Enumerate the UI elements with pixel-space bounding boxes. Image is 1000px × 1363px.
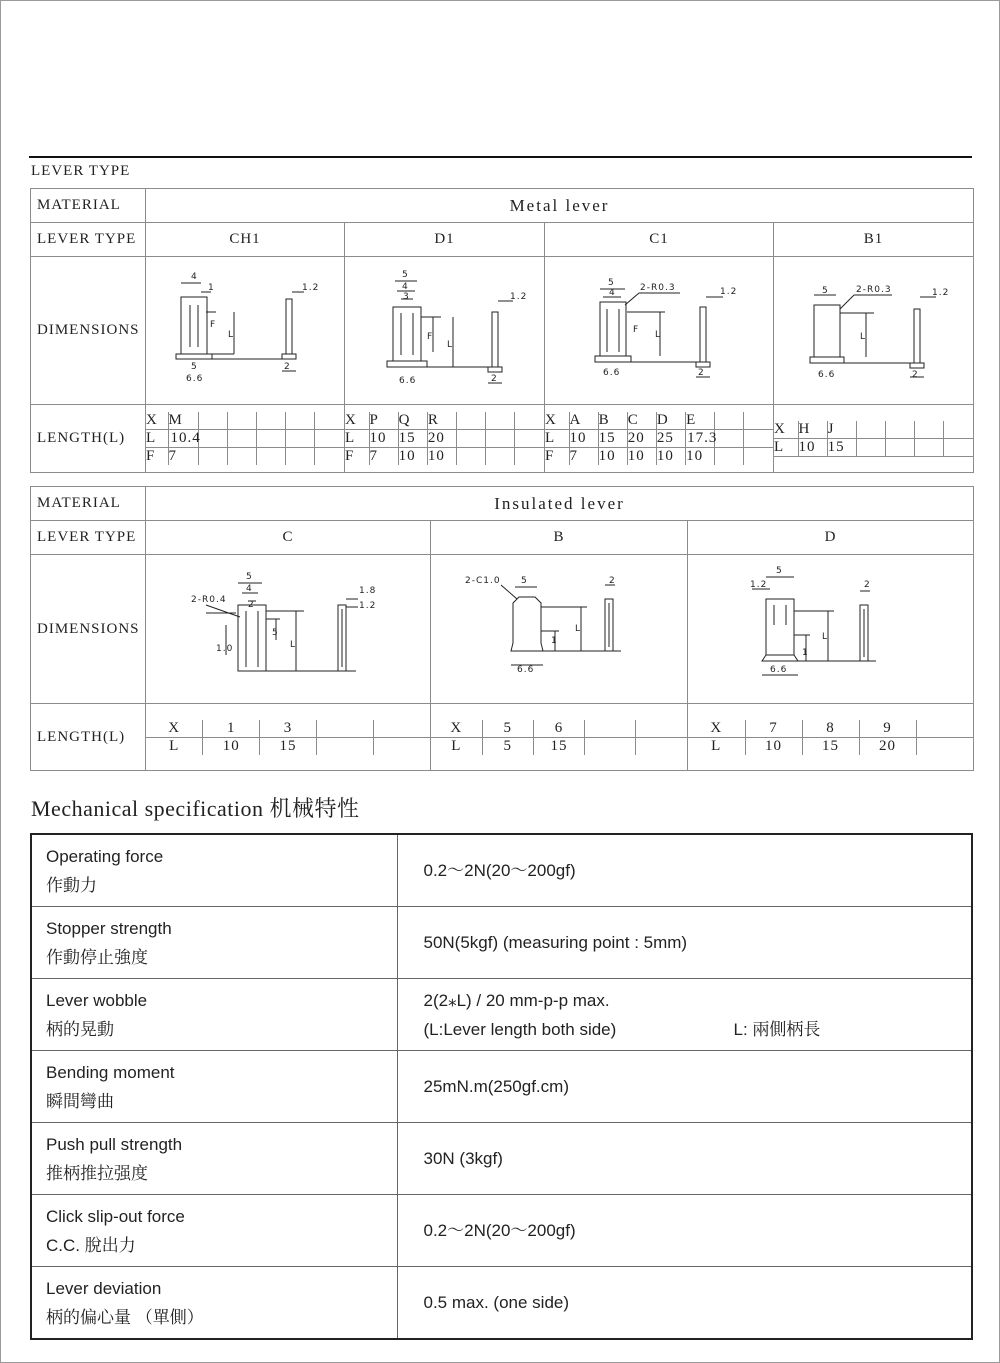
cell <box>316 737 373 755</box>
cell: L <box>431 737 482 755</box>
value-cell: 25mN.m(250gf.cm) <box>397 1051 972 1123</box>
cell: 5 <box>482 737 533 755</box>
cell: 20 <box>859 737 916 755</box>
cell <box>585 720 636 738</box>
param-cell <box>31 1267 397 1340</box>
cell: R <box>427 412 456 430</box>
cell <box>373 720 430 738</box>
cell: 7 <box>569 448 598 466</box>
cell: 15 <box>827 438 856 456</box>
cell: L <box>545 430 569 448</box>
cell <box>256 448 285 466</box>
cell <box>486 448 515 466</box>
dim-ch1-4: 4 <box>191 272 198 282</box>
cell: B <box>598 412 627 430</box>
cell <box>315 412 344 430</box>
cell: 15 <box>398 430 427 448</box>
length-table-b <box>431 704 688 771</box>
param-cell <box>31 907 397 979</box>
spec-row <box>31 1051 972 1123</box>
cell: L <box>146 430 168 448</box>
param-cn: 瞬間彎曲 <box>46 1091 114 1111</box>
dim-b-1: 1 <box>551 636 558 646</box>
cell <box>456 448 485 466</box>
cell: D <box>656 412 685 430</box>
dim-c1-2: 2 <box>698 368 705 378</box>
drawing-d1 <box>345 257 545 405</box>
dimensions-label: DIMENSIONS <box>31 555 146 704</box>
spec-row <box>31 907 972 979</box>
cell: 7 <box>745 720 802 738</box>
param-en: Operating force <box>46 846 164 866</box>
dim-d-l: L <box>822 632 829 642</box>
cell <box>744 412 773 430</box>
insulated-lever-table <box>30 486 974 771</box>
cell <box>456 412 485 430</box>
cell: 3 <box>260 720 317 738</box>
dim-c1-12: 1.2 <box>720 287 738 297</box>
length-table-c1 <box>545 405 774 473</box>
cell: E <box>686 412 715 430</box>
cell <box>315 448 344 466</box>
section-caption: LEVER TYPE <box>31 163 131 179</box>
value-line <box>424 1015 971 1044</box>
drawing-ch1 <box>146 257 345 405</box>
cell <box>198 430 227 448</box>
dim-c-10: 1.0 <box>216 644 234 654</box>
dim-d-12: 1.2 <box>750 580 768 590</box>
cell: L <box>688 737 745 755</box>
cell <box>486 430 515 448</box>
type-b: B <box>431 521 688 555</box>
dim-c-4: 4 <box>246 584 253 594</box>
cell <box>256 412 285 430</box>
dim-c-r: 2-R0.4 <box>191 595 227 605</box>
param-cn: C.C. 脫出力 <box>46 1235 136 1255</box>
material-value: Insulated lever <box>146 487 974 521</box>
param-cell <box>31 1051 397 1123</box>
cell <box>885 421 914 439</box>
dimensions-label: DIMENSIONS <box>31 257 146 405</box>
cell <box>585 737 636 755</box>
cell: 15 <box>598 430 627 448</box>
value-note-cn: L: 兩側柄長 <box>733 1019 821 1039</box>
param-cell <box>31 1123 397 1195</box>
dim-c1-4: 4 <box>609 288 616 298</box>
type-b1: B1 <box>774 223 974 257</box>
material-value: Metal lever <box>146 189 974 223</box>
value-cell: 0.2～2N(20～200gf) <box>397 834 972 907</box>
drawing-c <box>146 555 431 704</box>
param-en: Lever deviation <box>46 1278 162 1298</box>
cell <box>916 720 973 738</box>
length-table-d <box>688 704 974 771</box>
cell <box>227 430 256 448</box>
dim-ch1-l: L <box>228 330 235 340</box>
cell: A <box>569 412 598 430</box>
spec-row <box>31 834 972 907</box>
param-en: Stopper strength <box>46 918 172 938</box>
cell <box>636 737 687 755</box>
dim-c-5b: 5 <box>272 628 279 638</box>
dim-c1-f: F <box>633 325 640 335</box>
dim-b-2: 2 <box>609 576 616 586</box>
cell <box>715 430 744 448</box>
mechanical-spec-title: Mechanical specification 机械特性 <box>31 796 360 821</box>
mechanical-spec-table <box>30 833 973 1340</box>
dim-c1-l: L <box>655 330 662 340</box>
dim-b1-66: 6.6 <box>818 370 836 380</box>
dim-b1-5: 5 <box>822 286 829 296</box>
cell: 10 <box>627 448 656 466</box>
cell: C <box>627 412 656 430</box>
dim-d-1: 1 <box>802 648 809 658</box>
length-label: LENGTH(L) <box>31 405 146 473</box>
metal-lever-table <box>30 188 974 473</box>
param-en: Click slip-out force <box>46 1206 185 1226</box>
value-cell: 0.2～2N(20～200gf) <box>397 1195 972 1267</box>
material-label: MATERIAL <box>31 189 146 223</box>
cell: 20 <box>627 430 656 448</box>
cell <box>636 720 687 738</box>
length-table-b1 <box>774 405 974 473</box>
cell <box>885 438 914 456</box>
cell: 15 <box>802 737 859 755</box>
cell <box>915 438 944 456</box>
param-cell <box>31 979 397 1051</box>
drawing-b1 <box>774 257 974 405</box>
dim-ch1-5: 5 <box>191 362 198 372</box>
type-d: D <box>688 521 974 555</box>
dim-c-12: 1.2 <box>359 601 377 611</box>
dim-ch1-12: 1.2 <box>302 283 320 293</box>
dim-c-2: 2 <box>248 600 255 610</box>
dim-ch1-2: 2 <box>284 362 291 372</box>
dim-b1-12: 1.2 <box>932 288 950 298</box>
length-table-c <box>146 704 431 771</box>
dim-b-l: L <box>575 624 582 634</box>
dim-b-5: 5 <box>521 576 528 586</box>
cell <box>856 421 885 439</box>
cell <box>316 720 373 738</box>
cell: 10 <box>798 438 827 456</box>
dim-c1-r: 2-R0.3 <box>640 283 676 293</box>
dim-d-5: 5 <box>776 566 783 576</box>
cell <box>515 448 544 466</box>
param-en: Bending moment <box>46 1062 175 1082</box>
param-cn: 柄的偏心量 （單側） <box>46 1307 204 1327</box>
cell: 15 <box>260 737 317 755</box>
cell: 7 <box>369 448 398 466</box>
length-table-ch1 <box>146 405 345 473</box>
type-c: C <box>146 521 431 555</box>
spec-row <box>31 1267 972 1340</box>
cell <box>744 430 773 448</box>
cell <box>915 421 944 439</box>
spec-row <box>31 1123 972 1195</box>
cell: X <box>345 412 369 430</box>
dim-d1-3: 3 <box>403 292 410 302</box>
dim-b-c: 2-C1.0 <box>465 576 501 586</box>
dim-d1-f: F <box>427 332 434 342</box>
type-ch1: CH1 <box>146 223 345 257</box>
value-cell: 50N(5kgf) (measuring point : 5mm) <box>397 907 972 979</box>
cell <box>774 456 973 457</box>
dim-d-66: 6.6 <box>770 665 788 675</box>
cell: X <box>688 720 745 738</box>
param-cn: 柄的晃動 <box>46 1019 114 1039</box>
cell: 8 <box>802 720 859 738</box>
cell: 6 <box>533 720 584 738</box>
value-cell <box>397 979 972 1051</box>
lever-type-label: LEVER TYPE <box>31 521 146 555</box>
material-label: MATERIAL <box>31 487 146 521</box>
cell: J <box>827 421 856 439</box>
dim-ch1-f: F <box>210 320 217 330</box>
cell: F <box>345 448 369 466</box>
cell: L <box>774 438 798 456</box>
cell <box>286 430 315 448</box>
cell: 17.3 <box>687 430 718 446</box>
cell <box>227 412 256 430</box>
dim-b1-l: L <box>860 332 867 342</box>
cell <box>515 430 544 448</box>
cell <box>456 430 485 448</box>
cell: 10 <box>569 430 598 448</box>
spec-row <box>31 1195 972 1267</box>
value-line: 2(2⁎L) / 20 mm-p-p max. <box>423 990 610 1010</box>
dim-d1-2: 2 <box>491 374 498 384</box>
dim-c-l: L <box>290 640 297 650</box>
type-c1: C1 <box>545 223 774 257</box>
cell: 1 <box>203 720 260 738</box>
cell: 7 <box>168 448 198 466</box>
cell: 10 <box>398 448 427 466</box>
cell: F <box>545 448 569 466</box>
cell <box>256 430 285 448</box>
cell: X <box>146 720 203 738</box>
lever-type-label: LEVER TYPE <box>31 223 146 257</box>
cell: 15 <box>533 737 584 755</box>
dim-d1-l: L <box>447 340 454 350</box>
dim-b1-r: 2-R0.3 <box>856 285 892 295</box>
cell: 10 <box>427 448 456 466</box>
param-en: Lever wobble <box>46 990 148 1010</box>
cell: 10.4 <box>168 430 198 448</box>
dim-ch1-1: 1 <box>208 283 215 293</box>
cell <box>373 737 430 755</box>
length-label: LENGTH(L) <box>31 704 146 771</box>
param-cell <box>31 1195 397 1267</box>
length-table-d1 <box>345 405 545 473</box>
cell: H <box>798 421 827 439</box>
cell: X <box>146 412 168 430</box>
cell: F <box>146 448 168 466</box>
cell <box>515 412 544 430</box>
cell <box>715 448 744 466</box>
dim-d1-4: 4 <box>402 282 409 292</box>
cell <box>944 421 973 439</box>
value-note: (L:Lever length both side) <box>423 1019 617 1039</box>
cell <box>227 448 256 466</box>
cell <box>315 430 344 448</box>
cell: 10 <box>598 448 627 466</box>
cell: 10 <box>686 448 715 466</box>
spec-row <box>31 979 972 1051</box>
cell: 5 <box>482 720 533 738</box>
top-rule <box>29 156 972 158</box>
cell <box>715 412 744 430</box>
cell <box>856 438 885 456</box>
value-cell: 30N (3kgf) <box>397 1123 972 1195</box>
dim-c1-66: 6.6 <box>603 368 621 378</box>
value-cell: 0.5 max. (one side) <box>397 1267 972 1340</box>
type-d1: D1 <box>345 223 545 257</box>
cell: 9 <box>859 720 916 738</box>
cell: 10 <box>656 448 685 466</box>
cell <box>486 412 515 430</box>
cell: P <box>369 412 398 430</box>
cell: 25 <box>656 430 685 448</box>
drawing-d <box>688 555 974 704</box>
cell: X <box>431 720 482 738</box>
param-cn: 作動停止強度 <box>46 947 148 967</box>
param-cn: 作動力 <box>46 875 97 895</box>
dim-d1-5: 5 <box>402 270 409 280</box>
drawing-c1 <box>545 257 774 405</box>
cell: 10 <box>745 737 802 755</box>
dim-c-5: 5 <box>246 572 253 582</box>
param-en: Push pull strength <box>46 1134 183 1154</box>
cell: X <box>774 421 798 439</box>
cell <box>916 737 973 755</box>
cell: L <box>345 430 369 448</box>
cell: 10 <box>369 430 398 448</box>
cell: L <box>146 737 203 755</box>
dim-ch1-66: 6.6 <box>186 374 204 384</box>
cell: Q <box>398 412 427 430</box>
param-cell <box>31 834 397 907</box>
cell <box>286 412 315 430</box>
cell <box>286 448 315 466</box>
dim-b1-2: 2 <box>912 370 919 380</box>
dim-d1-12: 1.2 <box>510 292 528 302</box>
dim-c1-5: 5 <box>608 278 615 288</box>
cell <box>198 448 227 466</box>
dim-c-18: 1.8 <box>359 586 377 596</box>
dim-d1-66: 6.6 <box>399 376 417 386</box>
param-cn: 推柄推拉强度 <box>46 1163 148 1183</box>
cell: M <box>168 412 198 430</box>
dim-d-2: 2 <box>864 580 871 590</box>
cell <box>198 412 227 430</box>
cell: X <box>545 412 569 430</box>
drawing-b <box>431 555 688 704</box>
cell <box>744 448 773 466</box>
cell: 10 <box>203 737 260 755</box>
cell <box>944 438 973 456</box>
cell: 20 <box>427 430 456 448</box>
dim-b-66: 6.6 <box>517 665 535 675</box>
